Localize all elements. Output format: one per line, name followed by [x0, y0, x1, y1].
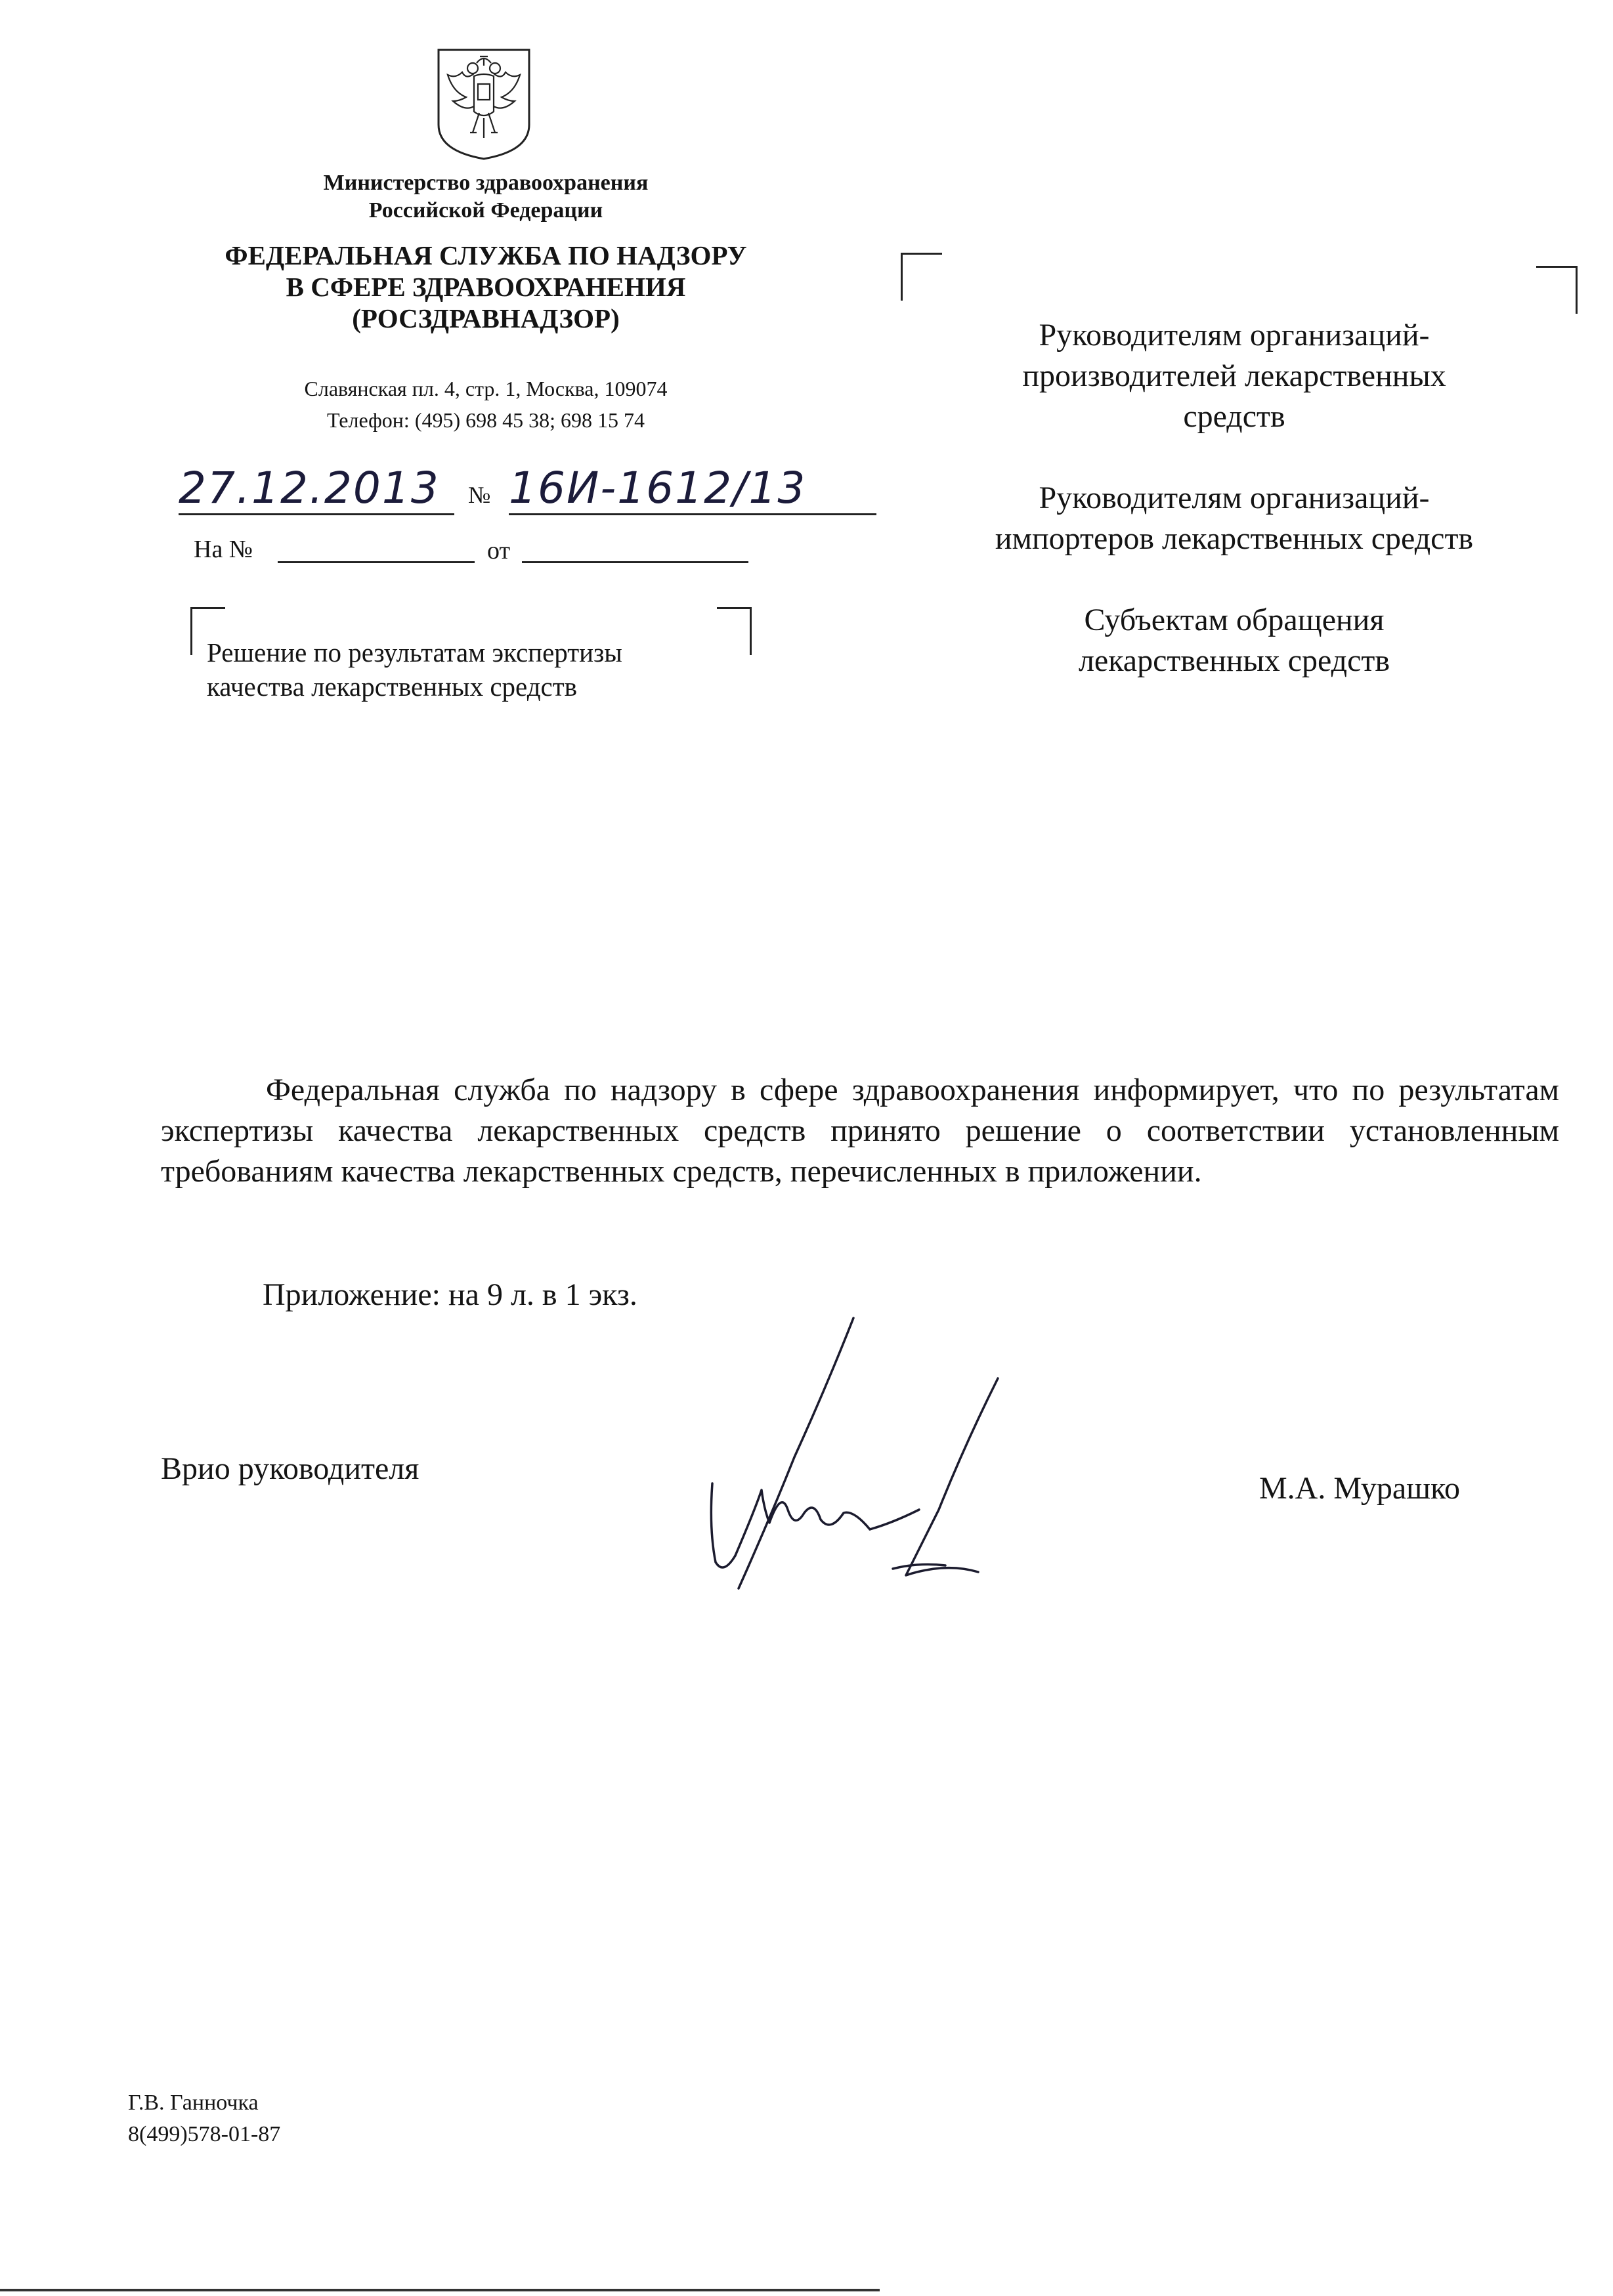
subject-line: качества лекарственных средств: [207, 671, 578, 702]
recipient-line: Руководителям организаций-: [1039, 480, 1430, 515]
agency-address: Славянская пл. 4, стр. 1, Москва, 109074: [304, 377, 668, 400]
reference-row: [194, 535, 785, 568]
executor-phone: 8(499)578-01-87: [128, 2122, 281, 2146]
reference-date-blank: [522, 561, 748, 563]
recipient-group: [945, 478, 1523, 559]
recipients-bracket-left: [901, 253, 942, 301]
coat-of-arms-icon: [433, 46, 534, 161]
agency-line: В СФЕРЕ ЗДРАВООХРАНЕНИЯ: [286, 272, 686, 302]
reference-number-label: На №: [194, 536, 253, 563]
agency-contacts: [197, 373, 775, 436]
recipient-line: импортеров лекарственных средств: [995, 521, 1474, 556]
subject-line: Решение по результатам экспертизы: [207, 637, 622, 668]
recipient-group: [945, 600, 1523, 681]
scan-edge-line: [0, 2289, 880, 2291]
registration-number-label: №: [468, 482, 491, 508]
signatory-name: М.А. Мурашко: [1259, 1471, 1460, 1506]
recipients-block: [945, 315, 1523, 722]
recipient-line: лекарственных средств: [1078, 643, 1390, 678]
recipients-bracket-right: [1536, 266, 1578, 314]
ministry-line: Министерство здравоохранения: [323, 171, 649, 195]
ministry-name: [197, 169, 775, 224]
agency-line: (РОСЗДРАВНАДЗОР): [352, 303, 620, 333]
executor-name: Г.В. Ганночка: [128, 2091, 259, 2115]
recipient-line: Руководителям организаций-: [1039, 318, 1430, 352]
recipient-line: средств: [1183, 399, 1285, 434]
recipient-group: [945, 315, 1523, 437]
document-subject: [207, 635, 732, 704]
agency-line: ФЕДЕРАЛЬНАЯ СЛУЖБА ПО НАДЗОРУ: [225, 240, 747, 270]
handwritten-signature-icon: [696, 1313, 1037, 1615]
reference-date-label: от: [487, 537, 511, 564]
ministry-line: Российской Федерации: [368, 198, 603, 223]
recipient-line: Субъектам обращения: [1084, 603, 1385, 637]
registration-date: 27.12.2013: [179, 463, 454, 515]
recipient-line: производителей лекарственных: [1022, 358, 1446, 393]
attachment-note: Приложение: на 9 л. в 1 экз.: [263, 1277, 637, 1312]
reference-number-blank: [278, 561, 475, 563]
agency-phone: Телефон: (495) 698 45 38; 698 15 74: [326, 408, 645, 432]
executor-info: [128, 2087, 280, 2150]
signatory-position: Врио руководителя: [161, 1451, 419, 1486]
registration-number: 16И-1612/13: [509, 463, 876, 515]
agency-name: [158, 240, 814, 334]
body-paragraph: Федеральная служба по надзору в сфере здравоохранения информирует, что по результатам экспертизы качества лекарственных средств принято решение о соответствии установленным требованиям качества лекарственных средств, перечисленных в приложении.: [161, 1073, 1559, 1189]
